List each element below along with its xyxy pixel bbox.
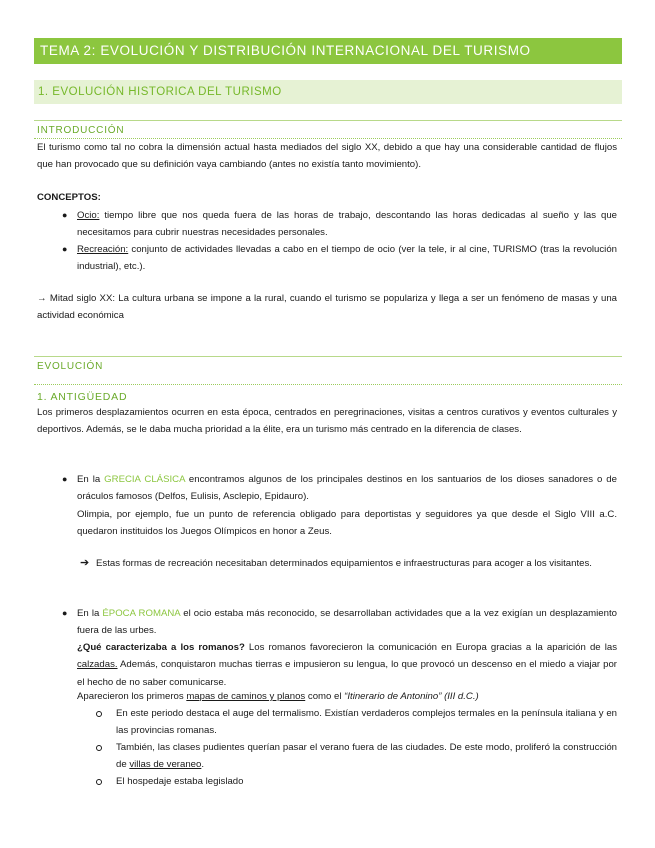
concept-term: Recreación: (77, 244, 129, 255)
concept-recreacion (77, 241, 617, 276)
concept-term: Ocio: (77, 210, 100, 221)
aparecieron-paragraph (77, 688, 617, 705)
bullet-icon: ● (62, 474, 68, 484)
arrow-note: → Mitad siglo XX: La cultura urbana se impone a la rural, cuando el turismo se populariza y llega a ser un fenómeno de masas y una actividad económica (37, 293, 617, 322)
text-run: Además, conquistaron muchas tierras e impusieron su lengua, lo que provocó un descenso en el miedo a viajar por el hecho de no saber comunicarse. (77, 659, 617, 688)
mapas-term: mapas de caminos y planos (186, 691, 306, 702)
arrow-right-icon: ➔ (80, 557, 90, 569)
bullet-icon: ● (62, 608, 68, 618)
circle-bullet-icon (96, 711, 102, 717)
concept-text: conjunto de actividades llevadas a cabo en el tiempo de ocio (ver la tele, ir al cine, TURISMO (tras la revolución industrial), etc.). (77, 244, 617, 273)
subitem-hospedaje: El hospedaje estaba legislado (116, 776, 244, 787)
olimpia-paragraph: Olimpia, por ejemplo, fue un punto de referencia obligado para deportistas y seguidores ya que desde el Siglo VIII a.C. quedaron instituidos los Juegos Olímpicos en honor a Zeus. (77, 509, 617, 538)
roma-highlight: ÉPOCA ROMANA (102, 608, 181, 619)
divider (34, 356, 622, 357)
intro-paragraph: El turismo como tal no cobra la dimensión actual hasta mediados del siglo XX, debido a que hay una considerable cantidad de flujos que han provocado que su definición vaya cambiando (antes no existía tanto movimiento). (37, 142, 617, 171)
circle-bullet-icon (96, 745, 102, 751)
grecia-paragraph (77, 471, 617, 506)
bullet-icon: ● (62, 244, 68, 254)
grecia-arrow-note: Estas formas de recreación necesitaban determinados equipamientos e infraestructuras para acoger a los visitantes. (96, 558, 592, 569)
divider (34, 120, 622, 121)
concept-ocio (77, 207, 617, 242)
romanos-paragraph (77, 639, 617, 691)
question: ¿Qué caracterizaba a los romanos? (77, 642, 245, 653)
roma-paragraph (77, 605, 617, 640)
text-run: . (201, 759, 205, 771)
antiguedad-heading: 1. ANTIGÜEDAD (37, 391, 128, 403)
dotted-divider (34, 384, 622, 385)
conceptos-heading: CONCEPTOS: (37, 192, 101, 203)
subitem-termalismo: En este periodo destaca el auge del termalismo. Existían verdaderos complejos termales en la península italiana y en las provincias romanas. (116, 708, 617, 737)
section-title: 1. EVOLUCIÓN HISTORICA DEL TURISMO (34, 80, 622, 104)
subitem-veraneo (116, 739, 617, 774)
circle-bullet-icon (96, 779, 102, 785)
text-run: encontramos algunos de los principales destinos en los santuarios de los dioses sanadores o de oráculos famosos (Delfos, Eulisis, Asclepio, Epidauro). (77, 474, 617, 503)
antiguedad-paragraph: Los primeros desplazamientos ocurren en esta época, centrados en peregrinaciones, visitas a centros curativos y eventos culturales y deportivos. Además, se le daba mucha prioridad a la élite, era un turismo más centrado en la diferencia de clases. (37, 407, 617, 436)
text-run: En la (77, 474, 105, 485)
text-run: También, las clases pudientes querían pasar el verano fuera de las ciudades. De este modo, proliferó la construcción de (116, 742, 617, 771)
evolucion-heading: EVOLUCIÓN (37, 361, 104, 372)
text-run: Aparecieron los primeros (77, 691, 187, 702)
grecia-highlight: GRECIA CLÁSICA (104, 474, 185, 485)
villas-term: villas de veraneo (129, 759, 202, 771)
bullet-icon: ● (62, 210, 68, 220)
itinerario-title: “Itinerario de Antonino” (III d.C.) (344, 691, 479, 702)
text-run: como el (305, 691, 345, 702)
text-run: Los romanos favorecieron la comunicación en Europa gracias a la aparición de las (244, 642, 617, 653)
text-run: el ocio estaba más reconocido, se desarrollaban actividades que a la vez exigían un desplazamiento fuera de las urbes. (77, 608, 617, 637)
intro-heading: INTRODUCCIÓN (37, 125, 125, 136)
concept-text: tiempo libre que nos queda fuera de las horas de trabajo, descontando las horas dedicadas al sueño y las que necesitamos para cubrir nuestras necesidades personales. (77, 210, 617, 239)
calzadas-term: calzadas. (77, 659, 118, 671)
document-title: TEMA 2: EVOLUCIÓN Y DISTRIBUCIÓN INTERNACIONAL DEL TURISMO (34, 38, 622, 64)
text-run: En la (77, 608, 103, 619)
